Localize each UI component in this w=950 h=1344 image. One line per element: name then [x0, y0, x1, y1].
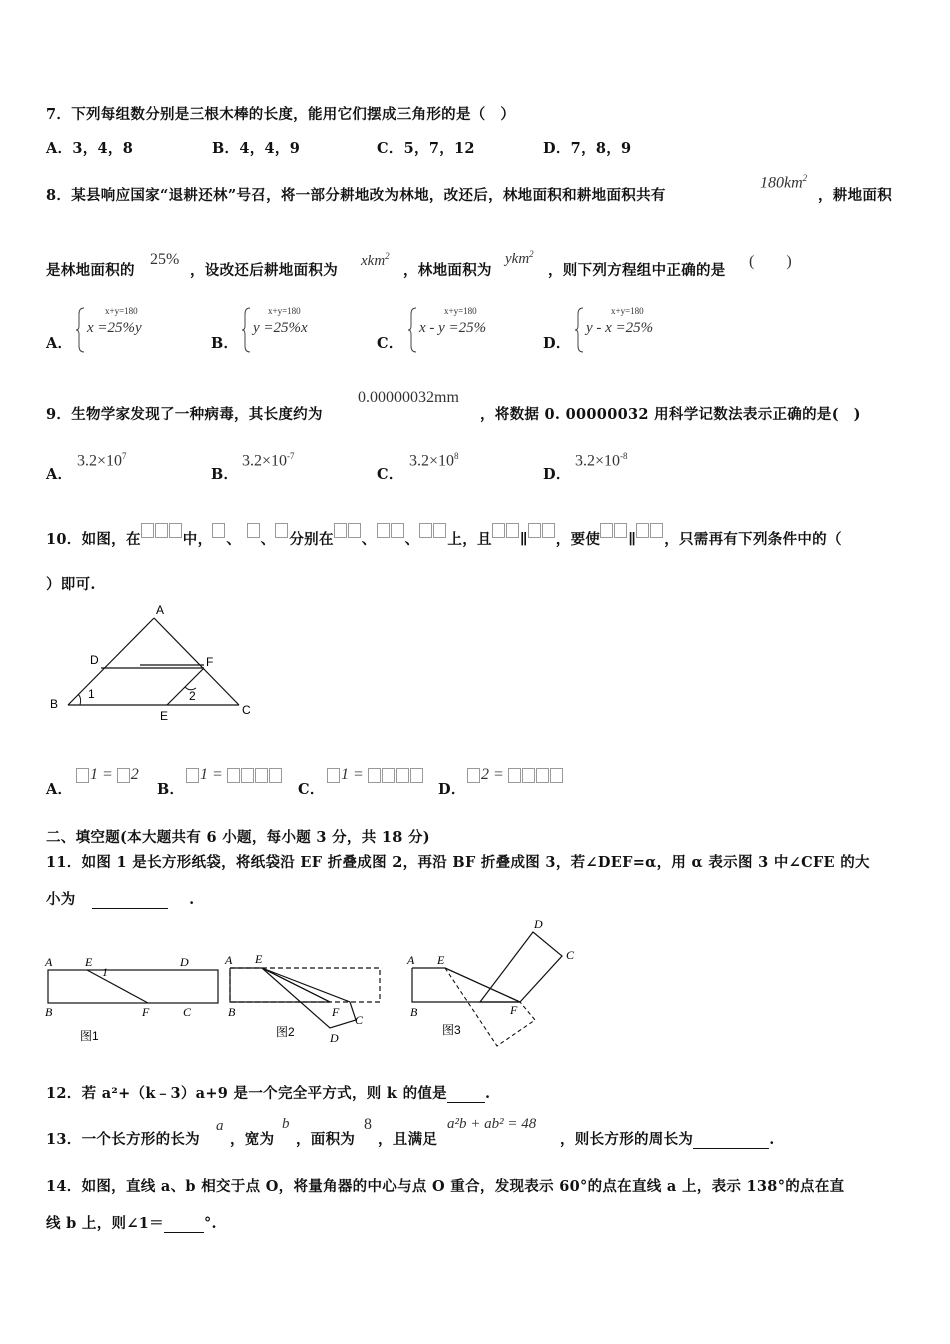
fig2-label-d: D: [330, 1031, 339, 1045]
q12-stem: 12．若 a²+（k﹣3）a+9 是一个完全平方式，则 k 的值是 .: [46, 1085, 491, 1102]
q9-option-d-value: $3.2\times 10^{-8}$: [575, 451, 628, 470]
fig3-label-b: B: [410, 1005, 418, 1019]
q8-option-c-system: x+y=180 x - y =25%: [406, 306, 526, 356]
fig2-label-b: B: [228, 1005, 236, 1019]
fig-label-d: D: [90, 653, 99, 667]
fig1-label-f: F: [142, 1005, 150, 1019]
q13-stem3: ，面积为: [296, 1131, 356, 1148]
fig-label-f: F: [206, 655, 214, 669]
fig3-caption: 图3: [442, 1023, 461, 1037]
q8-stem-line2c: ，林地面积为: [403, 262, 492, 279]
q7-stem: 7．下列每组数分别是三根木棒的长度，能用它们摆成三角形的是（ ）: [46, 106, 516, 123]
fig2-label-a: A: [225, 953, 233, 967]
fig3-label-e: E: [437, 953, 445, 967]
fig2-caption: 图2: [276, 1025, 295, 1039]
q14-stem-line2: 线 b 上，则∠1＝ °.: [46, 1215, 217, 1232]
fig1-label-e: E: [85, 955, 93, 969]
q7-option-d: D．7，8，9: [543, 140, 632, 157]
fig-label-e: E: [160, 709, 169, 723]
q11-stem-line1: 11．如图 1 是长方形纸袋，将纸袋沿 EF 折叠成图 2，再沿 BF 折叠成图 3，若∠DEF=α，用 α 表示图 3 中∠CFE 的大: [46, 854, 870, 871]
q10-option-c-label: C．: [298, 781, 325, 798]
fig3-label-f: F: [510, 1003, 518, 1017]
fig2-label-f: F: [332, 1005, 340, 1019]
q13-eight: 8: [364, 1116, 372, 1133]
fig1-caption: 图1: [80, 1029, 99, 1043]
fig-label-c: C: [242, 703, 251, 717]
q7-option-b: B．4，4，9: [212, 140, 301, 157]
q8-stem-line2a: 是林地面积的: [46, 262, 135, 279]
fig2-label-e: E: [255, 952, 263, 966]
fig1-label-a: A: [45, 955, 53, 969]
q8-stem-line2d: ，则下列方程组中正确的是: [548, 262, 726, 279]
section-2-title: 二、填空题(本大题共有 6 小题，每小题 3 分，共 18 分): [46, 829, 430, 846]
q10-option-b-expr: 1 =: [186, 766, 283, 784]
fig3-label-d: D: [534, 917, 543, 931]
fig-angle-1: 1: [88, 687, 95, 701]
q8-option-d-label: D．: [543, 335, 571, 352]
q9-option-a-label: A．: [46, 466, 73, 483]
q9-stem-part1: 9．生物学家发现了一种病毒，其长度约为: [46, 406, 323, 423]
q13-stem2: ，宽为: [230, 1131, 275, 1148]
q8-pct: 25%: [150, 251, 180, 268]
q8-ykm: ykm$^2$: [505, 249, 534, 267]
q10-option-d-expr: 2 =: [467, 766, 564, 784]
q7-option-a: A．3，4，8: [46, 140, 134, 157]
q9-option-c-value: $3.2\times 10^8$: [409, 451, 459, 470]
q9-option-a-value: $3.2\times 10^7$: [77, 451, 127, 470]
q8-option-b-system: x+y=180 y =25%x: [240, 306, 350, 356]
q9-option-b-value: $3.2\times 10^{-7}$: [242, 451, 295, 470]
q8-stem-line1: 8．某县响应国家“退耕还林”号召，将一部分耕地改为林地，改还后，林地面积和耕地面积共有: [46, 187, 666, 204]
q10-option-d-label: D．: [438, 781, 466, 798]
q11-figures: [40, 912, 600, 1062]
q9-stem-part2: ，将数据 0. 00000032 用科学记数法表示正确的是( ): [480, 406, 861, 423]
q8-option-a-system: x+y=180 x =25%y: [74, 306, 184, 356]
fig1-angle-1: 1: [102, 965, 108, 979]
brace-icon: [76, 306, 86, 354]
fig-label-b: B: [50, 697, 59, 711]
fig-label-a: A: [156, 603, 165, 617]
q13-stem4: ，且满足: [378, 1131, 438, 1148]
q8-xkm: xkm$^2$: [361, 251, 390, 269]
brace-icon: [575, 306, 585, 354]
q8-stem-line1-end: ，耕地面积: [818, 187, 892, 204]
q10-stem-line2: ）即可.: [46, 576, 96, 593]
fig3-label-a: A: [407, 953, 415, 967]
q10-triangle-figure: [44, 600, 264, 725]
q8-option-c-label: C．: [377, 335, 404, 352]
q8-stem-line2b: ，设改还后耕地面积为: [190, 262, 338, 279]
q13-stem5: ，则长方形的周长为 .: [560, 1131, 775, 1148]
q7-option-c: C．5，7，12: [377, 140, 475, 157]
q10-option-c-expr: 1 =: [327, 766, 424, 784]
q13-a: a: [216, 1118, 224, 1134]
fig2-label-c: C: [355, 1013, 364, 1027]
q14-stem-line1: 14．如图，直线 a、b 相交于点 O，将量角器的中心与点 O 重合，发现表示 60°的点在直线 a 上，表示 138°的点在直: [46, 1178, 845, 1195]
q9-length: 0.00000032mm: [358, 389, 459, 406]
q10-option-b-label: B．: [157, 781, 185, 798]
q10-stem-line1: 10．如图，在 中， 、 、 分别在 、 、 上，且 ∥ ，要使 ∥ ，只需再有下列条件中的（: [46, 523, 842, 549]
q8-option-a-label: A．: [46, 335, 73, 352]
fig1-label-d: D: [180, 955, 189, 969]
q8-option-d-system: x+y=180 y - x =25%: [573, 306, 693, 356]
q8-paren: ( ): [749, 253, 792, 270]
brace-icon: [242, 306, 252, 354]
fig1-label-c: C: [183, 1005, 192, 1019]
q8-area: $180km^2$: [760, 173, 808, 192]
q9-option-c-label: C．: [377, 466, 404, 483]
q13-stem1: 13．一个长方形的长为: [46, 1131, 200, 1148]
q10-option-a-label: A．: [46, 781, 73, 798]
brace-icon: [408, 306, 418, 354]
q11-stem-line2: 小为 .: [46, 891, 195, 908]
q9-option-d-label: D．: [543, 466, 571, 483]
q9-option-b-label: B．: [211, 466, 239, 483]
fig-angle-2: 2: [189, 689, 196, 703]
q8-option-b-label: B．: [211, 335, 239, 352]
q10-option-a-expr: 1 = 2: [76, 766, 139, 784]
q13-equation: a²b + ab² = 48: [447, 1116, 537, 1132]
fig1-label-b: B: [45, 1005, 53, 1019]
fig3-label-c: C: [566, 948, 575, 962]
q13-b: b: [282, 1116, 290, 1132]
